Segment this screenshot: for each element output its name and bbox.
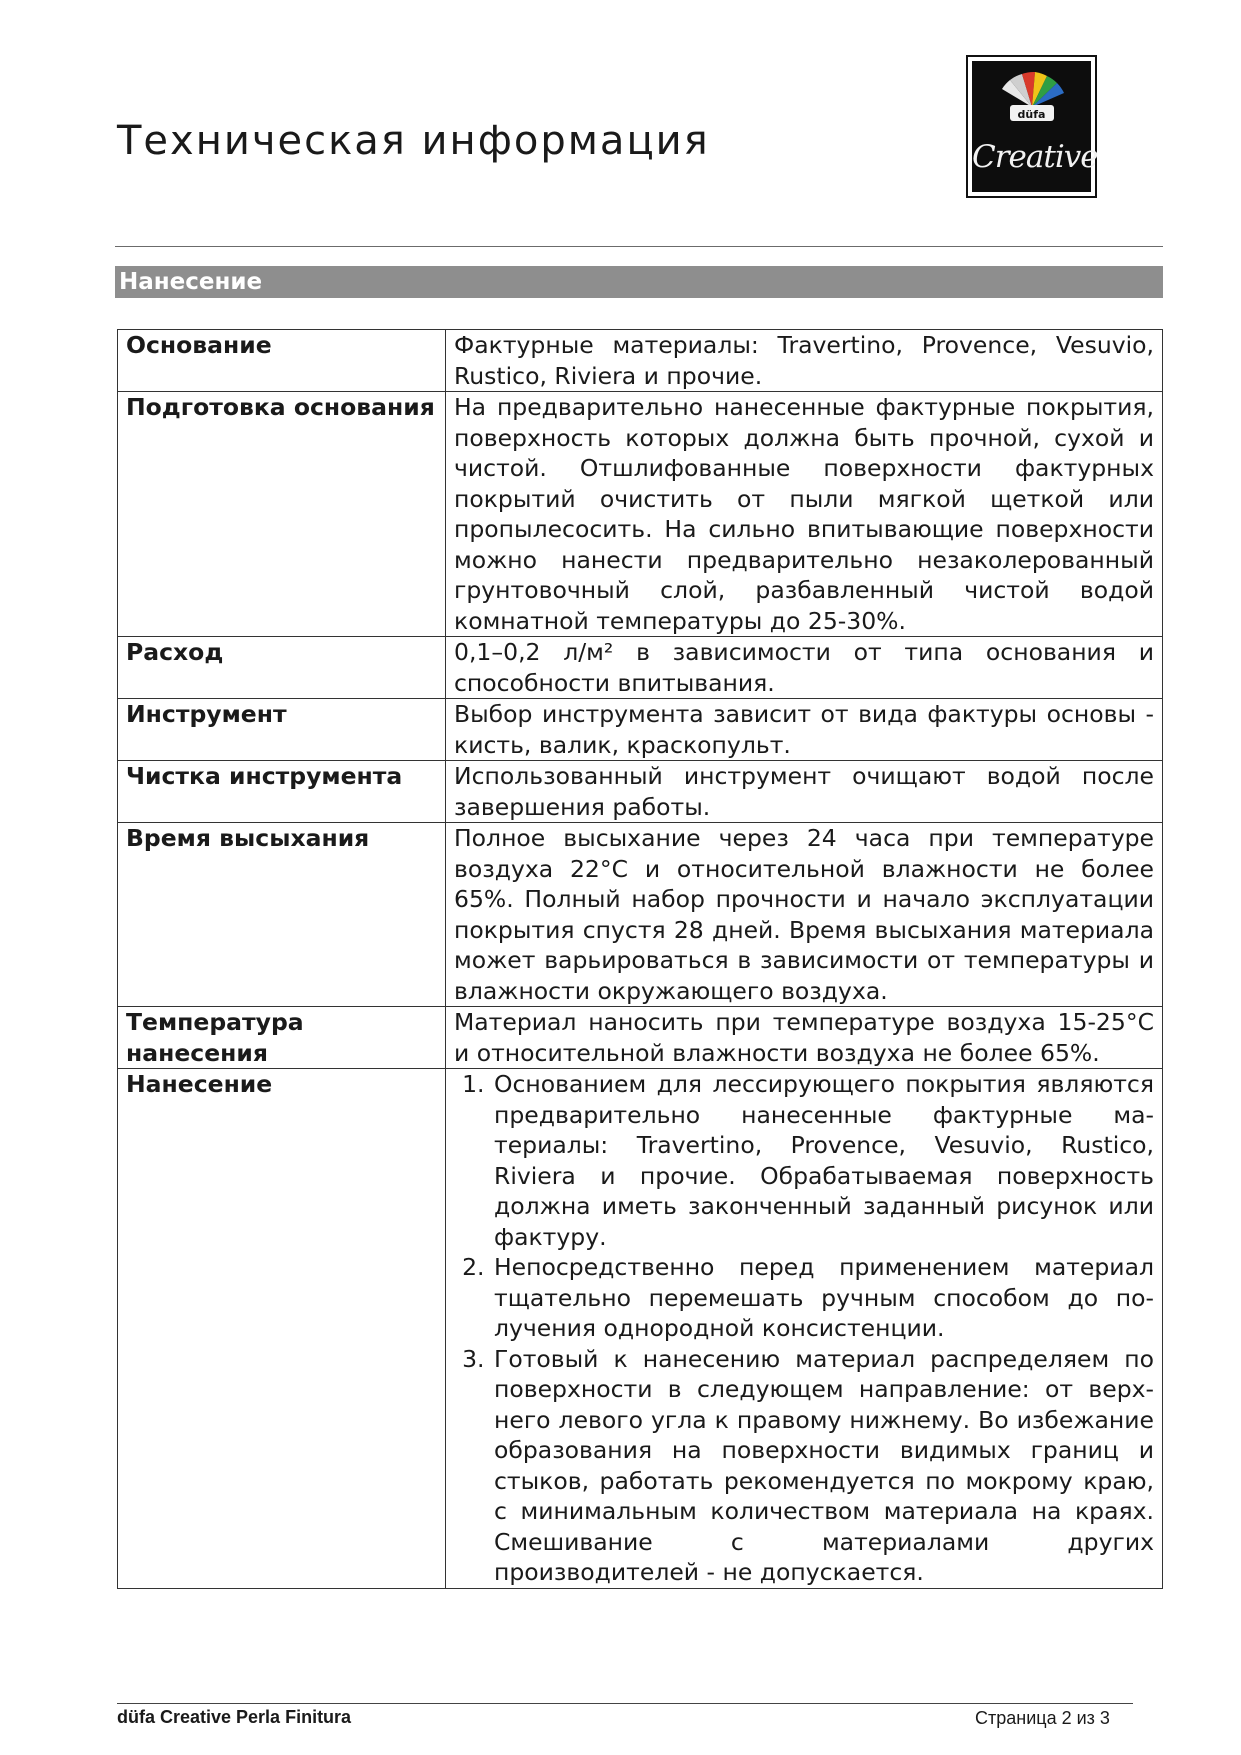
row-label: Основание	[118, 330, 446, 392]
table-row	[118, 637, 1163, 699]
page-title: Техническая информация	[117, 118, 710, 164]
logo-brand: düfa	[1017, 108, 1046, 121]
row-value: 0,1–0,2 л/м² в зависимости от типа основания и способности впитывания.	[446, 637, 1163, 699]
footer-product-name: düfa Creative Perla Finitura	[117, 1707, 352, 1727]
row-label: Температура нанесения	[118, 1007, 446, 1069]
row-label: Время высыхания	[118, 823, 446, 1007]
row-value: Выбор инструмента зависит от вида фактуры основы - кисть, валик, краскопульт.	[446, 699, 1163, 761]
logo-line: Creative	[972, 139, 1098, 175]
table-row	[118, 761, 1163, 823]
row-value: Фактурные материалы: Travertino, Provence, Vesuvio, Rustico, Riviera и прочие.	[446, 330, 1163, 392]
row-label: Нанесение	[118, 1069, 446, 1589]
table-row	[118, 392, 1163, 637]
application-steps-cell	[446, 1069, 1163, 1589]
row-value: На предварительно нанесенные фактурные покрытия, поверхность которых должна быть прочной, сухой и чистой. Отшлифованные поверхности фактурных покрытий очистить от пыли мягкой щеткой или пропылесосить. На сильно впитывающие поверхности можно нанести предварительно незаколерованный грунтовочный слой, разбавленный чистой водой комнатной температуры до 25-30%.	[446, 392, 1163, 637]
section-heading: Нанесение	[115, 266, 1163, 298]
row-label: Чистка инструмента	[118, 761, 446, 823]
row-label: Подготовка основания	[118, 392, 446, 637]
footer-divider	[117, 1703, 1133, 1704]
table-row	[118, 1007, 1163, 1069]
table-row	[118, 699, 1163, 761]
application-step: 3. Готовый к нанесению материал распределяем по поверхности в следующем направление: от верхнего левого угла к правому нижнему. Во избежание образования на поверхности видимых границ и стыков, работать рекомендуется по мокрому краю, с минимальным количеством материала на краях. Смешивание с материалами других производителей - не допускается.	[492, 1344, 1154, 1588]
row-value: Материал наносить при температуре воздуха 15-25°С и относительной влажности воздуха не более 65%.	[446, 1007, 1163, 1069]
application-steps	[454, 1069, 1154, 1588]
title-divider	[115, 246, 1163, 247]
footer-page-number: Страница 2 из 3	[975, 1708, 1110, 1728]
row-value: Использованный инструмент очищают водой после завершения работы.	[446, 761, 1163, 823]
table-row	[118, 1069, 1163, 1589]
row-label: Инструмент	[118, 699, 446, 761]
row-label: Расход	[118, 637, 446, 699]
table-row	[118, 330, 1163, 392]
application-step: 1. Основанием для лессирующего покрытия являются предварительно нанесенные фактурные материалы: Travertino, Provence, Vesuvio, Rustico, Riviera и прочие. Обрабатываемая поверхность должна иметь законченный заданный рисунок или фактуру.	[492, 1069, 1154, 1252]
row-value: Полное высыхание через 24 часа при температуре воздуха 22°С и относительной влажности не более 65%. Полный набор прочности и начало эксплуатации покрытия спустя 28 дней. Время высыхания материала может варьироваться в зависимости от температуры и влажности окружающего воздуха.	[446, 823, 1163, 1007]
spec-table	[117, 329, 1163, 1589]
application-step: 2. Непосредственно перед применением материал тщательно перемешать ручным способом до получения однородной консистенции.	[492, 1252, 1154, 1344]
brand-logo	[966, 55, 1097, 198]
table-row	[118, 823, 1163, 1007]
